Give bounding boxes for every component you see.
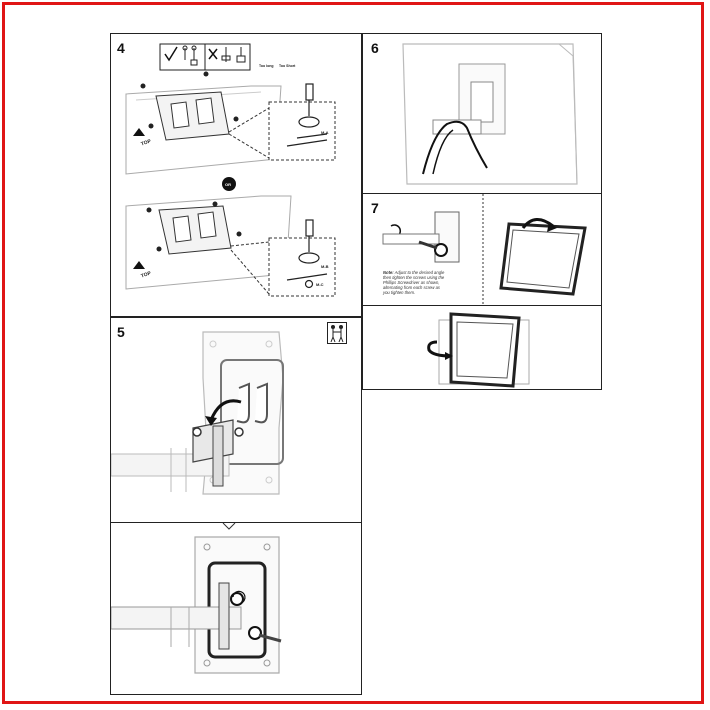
too-long-label: Too long xyxy=(259,64,274,68)
too-short-label: Too Short xyxy=(279,64,296,68)
step-6-number: 6 xyxy=(371,40,379,56)
step-7b-panel xyxy=(362,305,602,390)
label-mc: M-C xyxy=(316,282,324,287)
note-label: Note: xyxy=(383,270,394,275)
step-6-panel xyxy=(362,33,602,194)
step-7b-illustration xyxy=(363,306,602,390)
step-5-panel-a xyxy=(110,317,362,524)
step-7-note xyxy=(383,270,445,295)
label-mb: M-B xyxy=(321,264,329,269)
step-5-panel-b xyxy=(110,522,362,695)
label-ma: M-A xyxy=(321,130,329,135)
step-4-number: 4 xyxy=(117,40,125,56)
note-text: Adjust to the desired angle then tighten the screws using the Phillips Screwdriver as shown, alternating from each screw as you tighten them. xyxy=(383,270,445,295)
step-5b-illustration xyxy=(111,523,362,695)
step-4-panel xyxy=(110,33,362,317)
step-5-number: 5 xyxy=(117,324,125,340)
step-7-number: 7 xyxy=(371,200,379,216)
step-6-illustration xyxy=(363,34,602,194)
top-label-2: TOP xyxy=(140,270,152,280)
step-5a-illustration xyxy=(111,318,362,524)
or-label: OR xyxy=(225,182,231,187)
step-7-panel xyxy=(362,193,602,306)
top-label-1: TOP xyxy=(140,138,152,148)
